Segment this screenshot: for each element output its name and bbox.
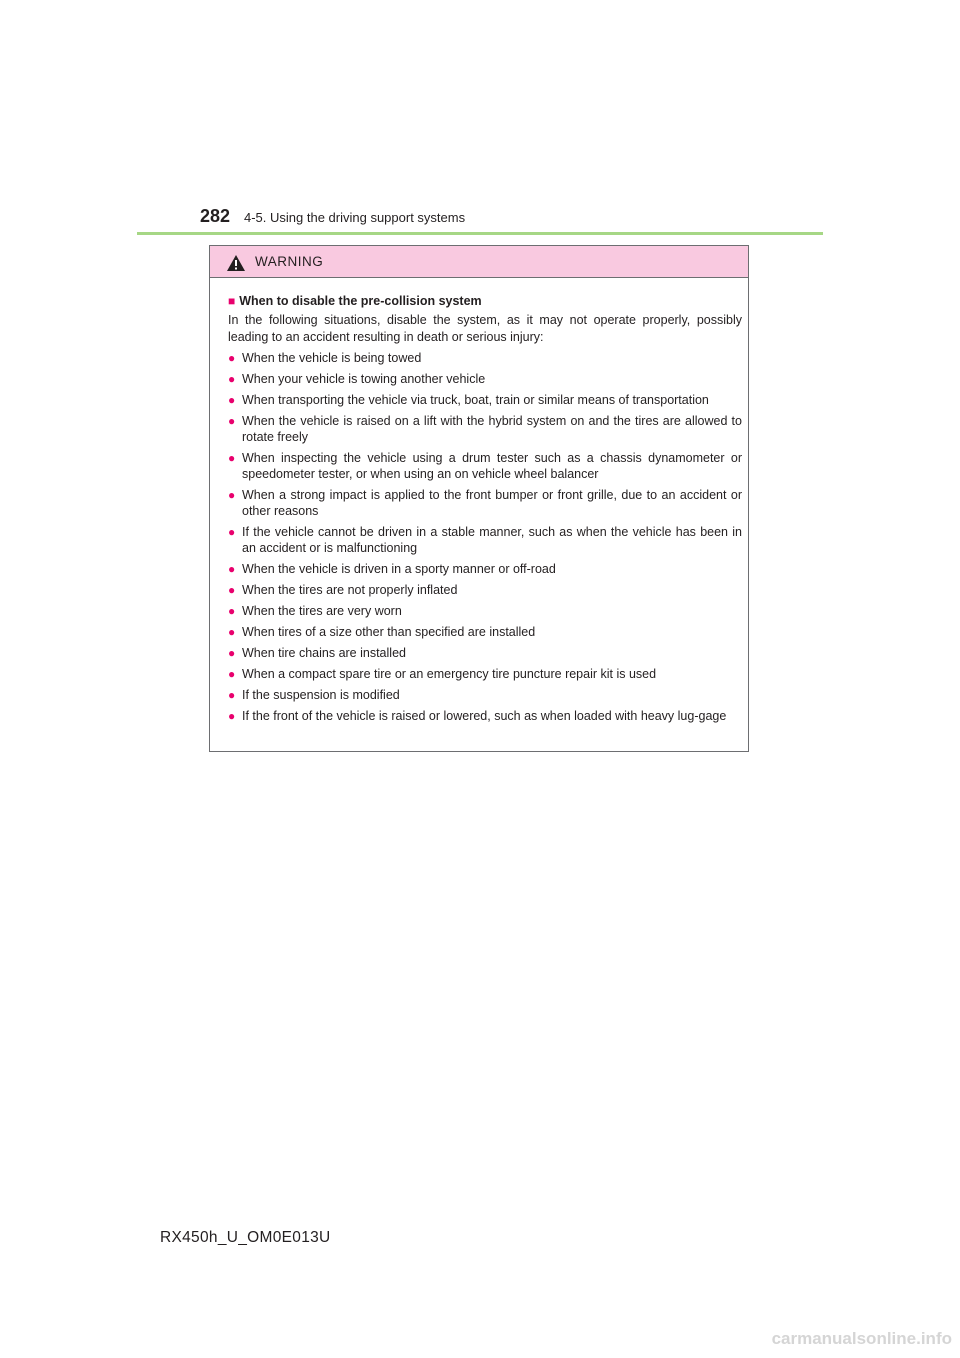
list-item-text: When the tires are not properly inflated <box>242 583 458 597</box>
circle-bullet-icon: ● <box>228 688 236 702</box>
list-item-text: When your vehicle is towing another vehicle <box>242 372 486 386</box>
list-item-text: When the vehicle is driven in a sporty manner or off-road <box>242 562 556 576</box>
list-item <box>228 687 742 703</box>
circle-bullet-icon: ● <box>228 625 236 639</box>
list-item-text: When transporting the vehicle via truck, boat, train or similar means of transportation <box>242 393 709 407</box>
list-item <box>228 413 742 445</box>
circle-bullet-icon: ● <box>228 709 236 723</box>
circle-bullet-icon: ● <box>228 604 236 618</box>
warning-box <box>209 245 749 752</box>
warning-item-list <box>228 350 742 724</box>
list-item-text: When a strong impact is applied to the front bumper or front grille, due to an accident or other reasons <box>242 488 742 518</box>
page-number: 282 <box>200 206 231 226</box>
list-item-text: When the vehicle is being towed <box>242 351 422 365</box>
list-item-text: When inspecting the vehicle using a drum tester such as a chassis dynamometer or speedometer tester, or when using an on vehicle wheel balancer <box>242 451 742 481</box>
list-item-text: If the suspension is modified <box>242 688 400 702</box>
list-item <box>228 624 742 640</box>
document-code: RX450h_U_OM0E013U <box>160 1229 331 1246</box>
list-item <box>228 350 742 366</box>
warning-title: WARNING <box>255 254 324 269</box>
list-item-text: When tires of a size other than specified are installed <box>242 625 536 639</box>
square-bullet-icon: ■ <box>228 294 236 308</box>
list-item <box>228 524 742 556</box>
circle-bullet-icon: ● <box>228 451 236 465</box>
list-item <box>228 487 742 519</box>
warning-triangle-icon <box>226 254 246 272</box>
warning-subheading <box>228 292 742 310</box>
circle-bullet-icon: ● <box>228 583 236 597</box>
list-item <box>228 561 742 577</box>
warning-intro: In the following situations, disable the system, as it may not operate properly, possibly leading to an accident resulting in death or serious injury: <box>228 313 742 344</box>
list-item <box>228 708 742 724</box>
list-item <box>228 371 742 387</box>
list-item-text: If the front of the vehicle is raised or lowered, such as when loaded with heavy lug-gage <box>242 709 727 723</box>
circle-bullet-icon: ● <box>228 488 236 502</box>
list-item <box>228 666 742 682</box>
header-rule <box>137 232 823 235</box>
circle-bullet-icon: ● <box>228 562 236 576</box>
list-item <box>228 450 742 482</box>
list-item <box>228 392 742 408</box>
warning-body <box>210 278 748 724</box>
circle-bullet-icon: ● <box>228 646 236 660</box>
warning-header <box>210 246 748 278</box>
list-item-text: When a compact spare tire or an emergency tire puncture repair kit is used <box>242 667 657 681</box>
list-item-text: If the vehicle cannot be driven in a stable manner, such as when the vehicle has been in an accident or is malfunctioning <box>242 525 742 555</box>
watermark: carmanualsonline.info <box>771 1329 952 1348</box>
circle-bullet-icon: ● <box>228 667 236 681</box>
list-item-text: When the vehicle is raised on a lift with the hybrid system on and the tires are allowed to rotate freely <box>242 414 742 444</box>
list-item <box>228 603 742 619</box>
circle-bullet-icon: ● <box>228 393 236 407</box>
circle-bullet-icon: ● <box>228 525 236 539</box>
list-item <box>228 645 742 661</box>
circle-bullet-icon: ● <box>228 351 236 365</box>
list-item <box>228 582 742 598</box>
list-item-text: When tire chains are installed <box>242 646 406 660</box>
circle-bullet-icon: ● <box>228 372 236 386</box>
list-item-text: When the tires are very worn <box>242 604 402 618</box>
subheading-text: When to disable the pre-collision system <box>239 294 482 308</box>
circle-bullet-icon: ● <box>228 414 236 428</box>
section-title: 4-5. Using the driving support systems <box>244 210 466 225</box>
